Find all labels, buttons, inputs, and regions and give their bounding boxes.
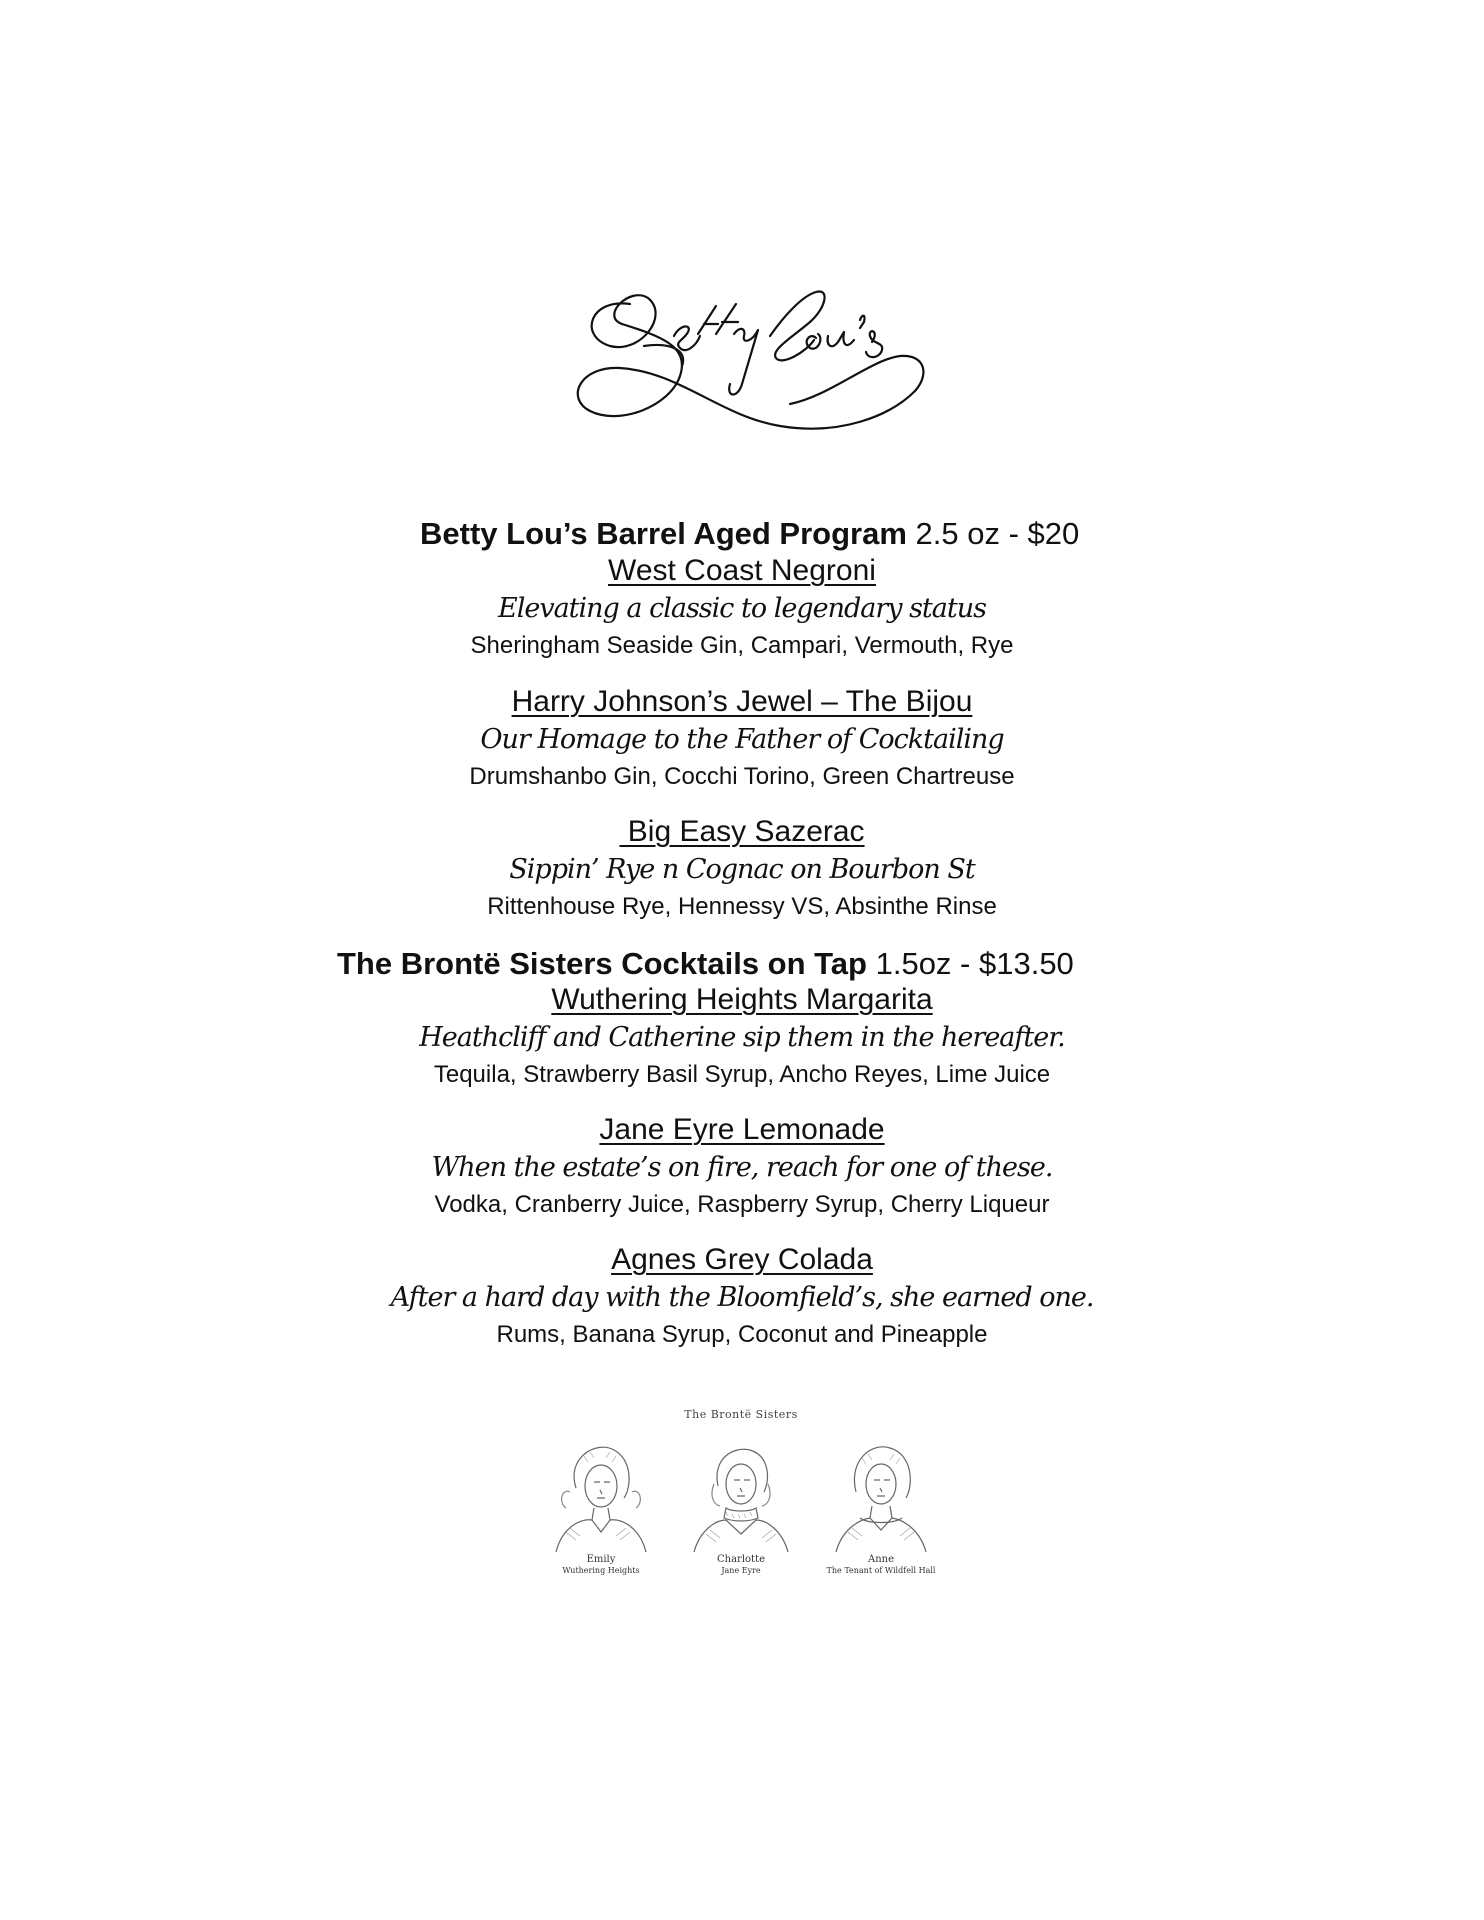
section-price: 2.5 oz - $20	[906, 516, 1080, 551]
item-name: Wuthering Heights Margarita	[551, 983, 933, 1016]
menu-item-agnes-grey-colada	[342, 1242, 1142, 1352]
portrait-engraving-icon	[816, 1428, 946, 1552]
item-name: West Coast Negroni	[608, 554, 876, 587]
item-name: Jane Eyre Lemonade	[599, 1113, 885, 1146]
item-ingredients: Tequila, Strawberry Basil Syrup, Ancho Reyes, Lime Juice	[433, 1061, 1051, 1088]
item-name: Harry Johnson’s Jewel – The Bijou	[511, 685, 973, 718]
illustration-title: The Brontë Sisters	[684, 1408, 798, 1421]
menu-item-big-easy-sazerac	[342, 814, 1142, 924]
bronte-sisters-illustration	[536, 1408, 946, 1580]
section-title: The Brontë Sisters Cocktails on Tap	[337, 946, 867, 981]
menu-item-west-coast-negroni	[342, 553, 1142, 663]
portrait-charlotte	[676, 1428, 806, 1580]
portrait-book: Wuthering Heights	[562, 1566, 640, 1575]
portrait-book: Jane Eyre	[721, 1566, 761, 1575]
menu-item-the-bijou	[342, 684, 1142, 794]
item-ingredients: Rittenhouse Rye, Hennessy VS, Absinthe Rinse	[487, 893, 997, 920]
portrait-name: Anne	[867, 1554, 895, 1565]
item-ingredients: Sheringham Seaside Gin, Campari, Vermouth, Rye	[470, 632, 1014, 659]
item-ingredients: Rums, Banana Syrup, Coconut and Pineapple	[496, 1321, 988, 1348]
item-tagline: Heathcliff and Catherine sip them in the hereafter.	[419, 1022, 1065, 1053]
item-tagline: Our Homage to the Father of Cocktailing	[480, 724, 1004, 755]
item-tagline: Elevating a classic to legendary status	[498, 593, 986, 624]
section-title: Betty Lou’s Barrel Aged Program	[420, 516, 907, 551]
item-name: Big Easy Sazerac	[619, 815, 865, 848]
item-ingredients: Vodka, Cranberry Juice, Raspberry Syrup, Cherry Liqueur	[434, 1191, 1050, 1218]
item-tagline: After a hard day with the Bloomfield’s, she earned one.	[390, 1282, 1094, 1313]
item-ingredients: Drumshanbo Gin, Cocchi Torino, Green Chartreuse	[469, 763, 1015, 790]
item-tagline: When the estate’s on fire, reach for one of these.	[431, 1152, 1053, 1183]
portrait-anne	[816, 1428, 946, 1580]
portrait-book: The Tenant of Wildfell Hall	[826, 1566, 936, 1575]
section-heading-barrel-aged	[420, 516, 1079, 552]
menu-item-jane-eyre-lemonade	[342, 1112, 1142, 1222]
portrait-engraving-icon	[676, 1428, 806, 1552]
portrait-name: Charlotte	[716, 1554, 765, 1565]
portrait-emily	[536, 1428, 666, 1580]
portrait-name: Emily	[586, 1554, 616, 1565]
menu-item-wuthering-heights-margarita	[342, 982, 1142, 1092]
portrait-engraving-icon	[536, 1428, 666, 1552]
item-name: Agnes Grey Colada	[611, 1243, 873, 1276]
item-tagline: Sippin’ Rye n Cognac on Bourbon St	[509, 854, 975, 885]
section-price: 1.5oz - $13.50	[866, 946, 1074, 981]
section-heading-bronte-sisters	[337, 946, 1074, 982]
